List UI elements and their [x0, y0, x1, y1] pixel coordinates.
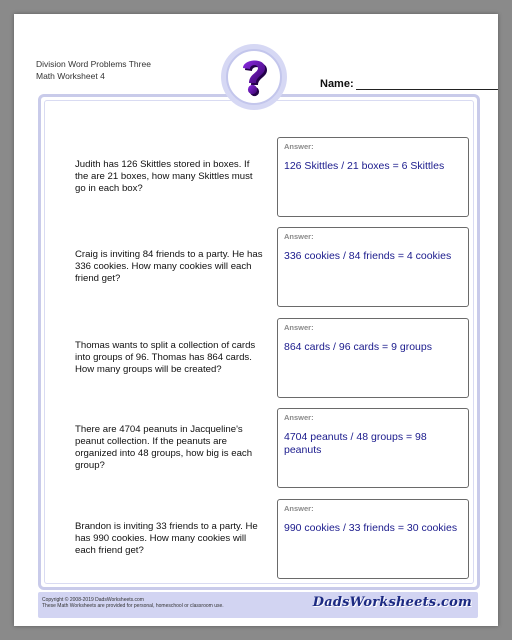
question-mark-icon — [234, 55, 274, 99]
worksheet-page — [14, 14, 498, 626]
worksheet-title — [36, 58, 151, 82]
answer-box-5[interactable] — [277, 499, 469, 579]
name-label: Name: — [320, 78, 354, 90]
footer-copyright — [42, 597, 224, 609]
answer-box-2[interactable] — [277, 227, 469, 307]
problems-frame — [38, 94, 480, 590]
worksheet-title-line2: Math Worksheet 4 — [36, 71, 105, 81]
answer-label: Answer: — [284, 413, 314, 422]
worksheet-title-line1: Division Word Problems Three — [36, 59, 151, 69]
name-field — [320, 78, 498, 90]
answer-label: Answer: — [284, 142, 314, 151]
answer-label: Answer: — [284, 504, 314, 513]
answer-4-text: 4704 peanuts / 48 groups = 98 peanuts — [284, 431, 427, 456]
answer-2-text: 336 cookies / 84 friends = 4 cookies — [284, 250, 452, 262]
answer-box-1[interactable] — [277, 137, 469, 217]
answer-box-4[interactable] — [277, 408, 469, 488]
copyright-text: Copyright © 2008-2019 DadsWorksheets.com — [42, 597, 144, 603]
problem-5-question: Brandon is inviting 33 friends to a party. He has 990 cookies. How many cookies will each friend get? — [75, 521, 258, 556]
problem-3-question: Thomas wants to split a collection of cards into groups of 96. Thomas has 864 cards. How many groups will be created? — [75, 340, 256, 375]
name-blank-line — [356, 79, 498, 90]
problem-1-question: Judith has 126 Skittles stored in boxes. If the are 21 boxes, how many Skittles must go in each box? — [75, 159, 253, 194]
answer-box-3[interactable] — [277, 318, 469, 398]
answer-label: Answer: — [284, 323, 314, 332]
answer-5-text: 990 cookies / 33 friends = 30 cookies — [284, 522, 458, 534]
problem-2-question: Craig is inviting 84 friends to a party. He has 336 cookies. How many cookies will each friend get? — [75, 249, 263, 284]
footer-bar — [38, 592, 478, 618]
answer-1-text: 126 Skittles / 21 boxes = 6 Skittles — [284, 160, 445, 172]
problem-4-question: There are 4704 peanuts in Jacqueline's peanut collection. If the peanuts are organized into 48 groups, how big is each group? — [75, 424, 253, 471]
usage-notice: These Math Worksheets are provided for personal, homeschool or classroom use. — [42, 603, 224, 609]
question-badge — [221, 44, 287, 110]
answer-3-text: 864 cards / 96 cards = 9 groups — [284, 341, 432, 353]
answer-label: Answer: — [284, 232, 314, 241]
brand-logo: DadsWorksheets.com — [312, 595, 472, 610]
